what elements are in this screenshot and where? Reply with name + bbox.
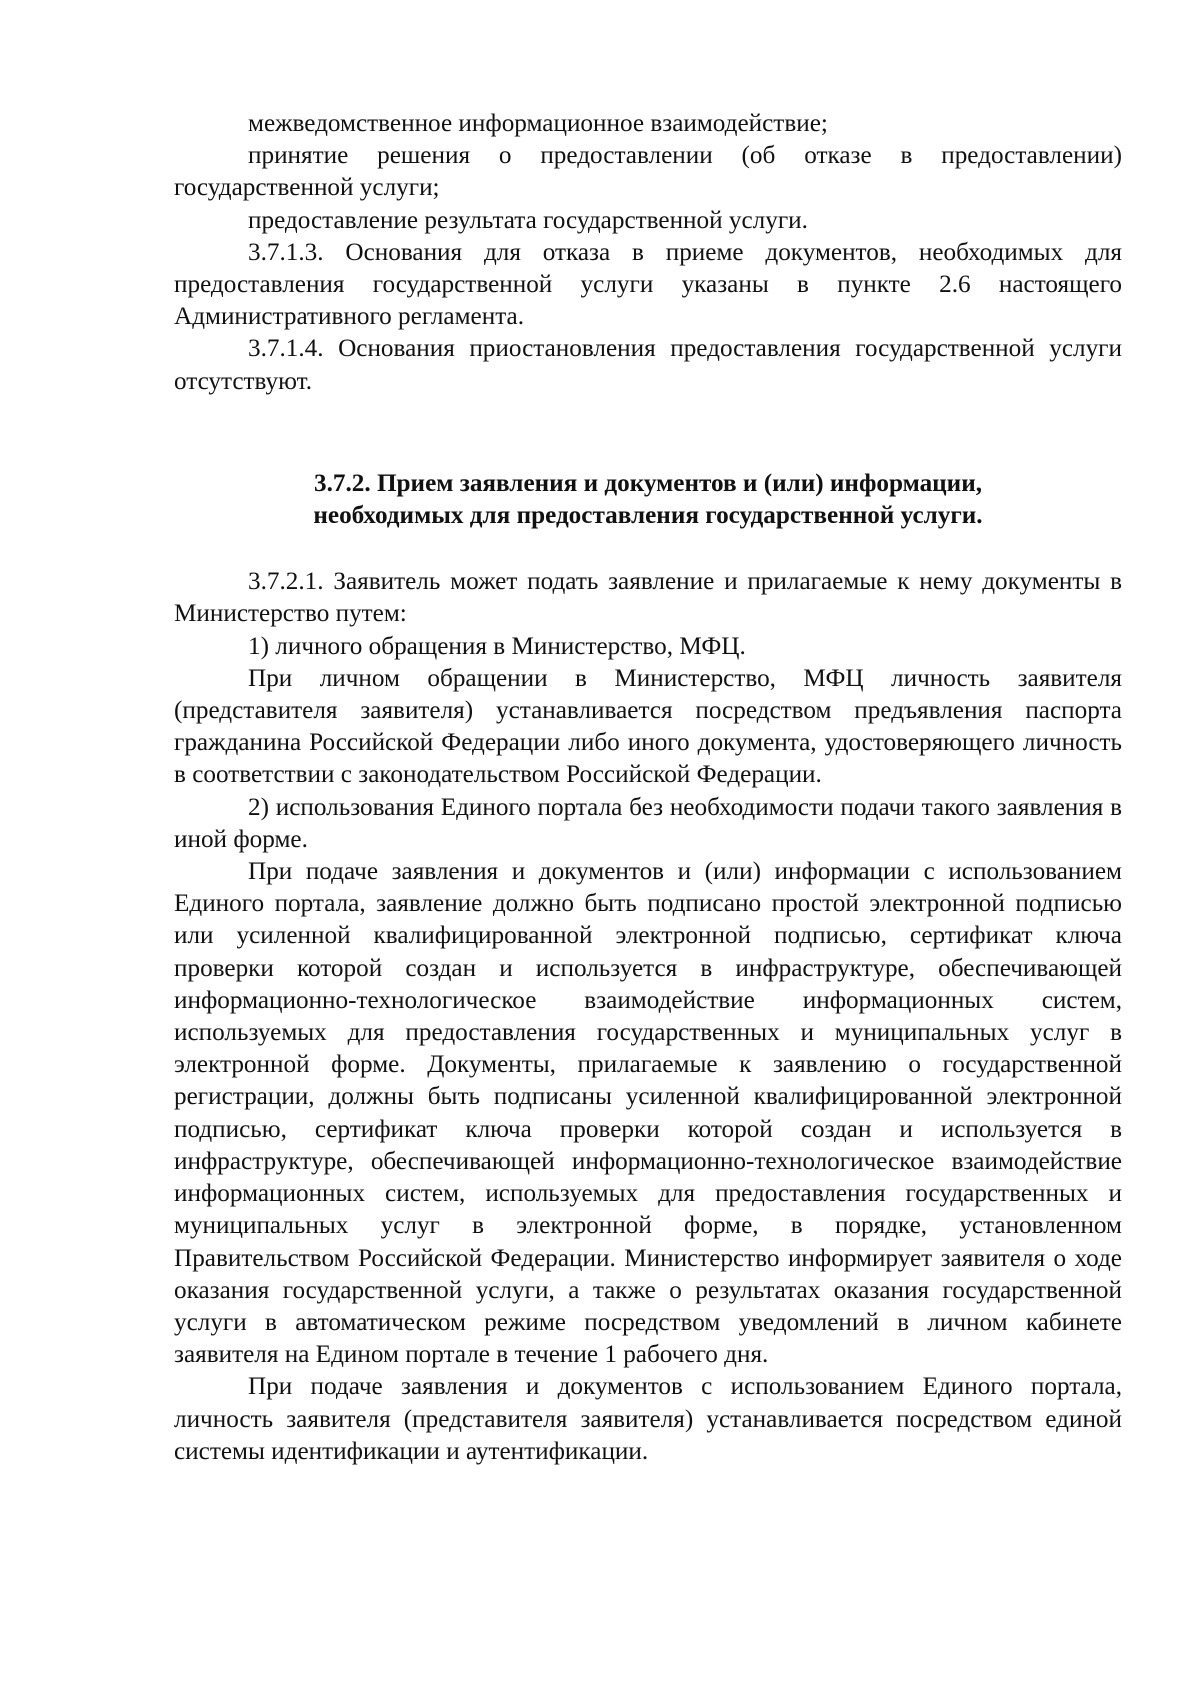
paragraph: межведомственное информационное взаимодействие; bbox=[248, 110, 828, 137]
section-heading bbox=[174, 468, 1122, 532]
section-heading-line: 3.7.2. Прием заявления и документов и (или) информации, bbox=[313, 469, 983, 497]
document-page bbox=[174, 108, 1122, 1468]
paragraph: 3.7.2.1. Заявитель может подать заявление и прилагаемые к нему документы в Министерство путем: bbox=[174, 568, 1122, 628]
paragraph: 3.7.1.4. Основания приостановления предоставления государственной услуги отсутствуют. bbox=[174, 335, 1122, 395]
paragraph: принятие решения о предоставлении (об отказе в предоставлении) государственной услуги; bbox=[174, 142, 1122, 202]
paragraph: При подаче заявления и документов с использованием Единого портала, личность заявителя (представителя заявителя) устанавливается посредством единой системы идентификации и аутентификации. bbox=[174, 1373, 1122, 1465]
section-heading-line: необходимых для предоставления государственной услуги. bbox=[313, 502, 983, 530]
paragraph: 2) использования Единого портала без необходимости подачи такого заявления в иной форме. bbox=[174, 793, 1122, 853]
paragraph: 3.7.1.3. Основания для отказа в приеме документов, необходимых для предоставления государственной услуги указаны в пункте 2.6 настоящего Административного регламента. bbox=[174, 238, 1122, 331]
paragraph: При подаче заявления и документов и (или) информации с использованием Единого портала, заявление должно быть подписано простой электронной подписью или усиленной квалифицированной электронной подписью, сертификат ключа проверки которой создан и используется в инфраструктуре, обеспечивающей информационно-технологическое взаимодействие информационных систем, используемых для предоставления государственных и муниципальных услуг в электронной форме. Документы, прилагаемые к заявлению о государственной регистрации, должны быть подписаны усиленной квалифицированной электронной подписью, сертификат ключа проверки которой создан и используется в инфраструктуре, обеспечивающей информационно-технологическое взаимодействие информационных систем, используемых для предоставления государственных и муниципальных услуг в электронной форме, в порядке, установленном Правительством Российской Федерации. Министерство информирует заявителя о ходе оказания государственной услуги, а также о результатах оказания государственной услуги в автоматическом режиме посредством уведомлений в личном кабинете заявителя на Едином портале в течение 1 рабочего дня. bbox=[174, 858, 1122, 1369]
paragraph: 1) личного обращения в Министерство, МФЦ. bbox=[248, 632, 746, 660]
paragraph: При личном обращении в Министерство, МФЦ личность заявителя (представителя заявителя) устанавливается посредством предъявления паспорта гражданина Российской Федерации либо иного документа, удостоверяющего личность в соответствии с законодательством Российской Федерации. bbox=[174, 664, 1122, 789]
paragraph: предоставление результата государственной услуги. bbox=[248, 206, 808, 234]
